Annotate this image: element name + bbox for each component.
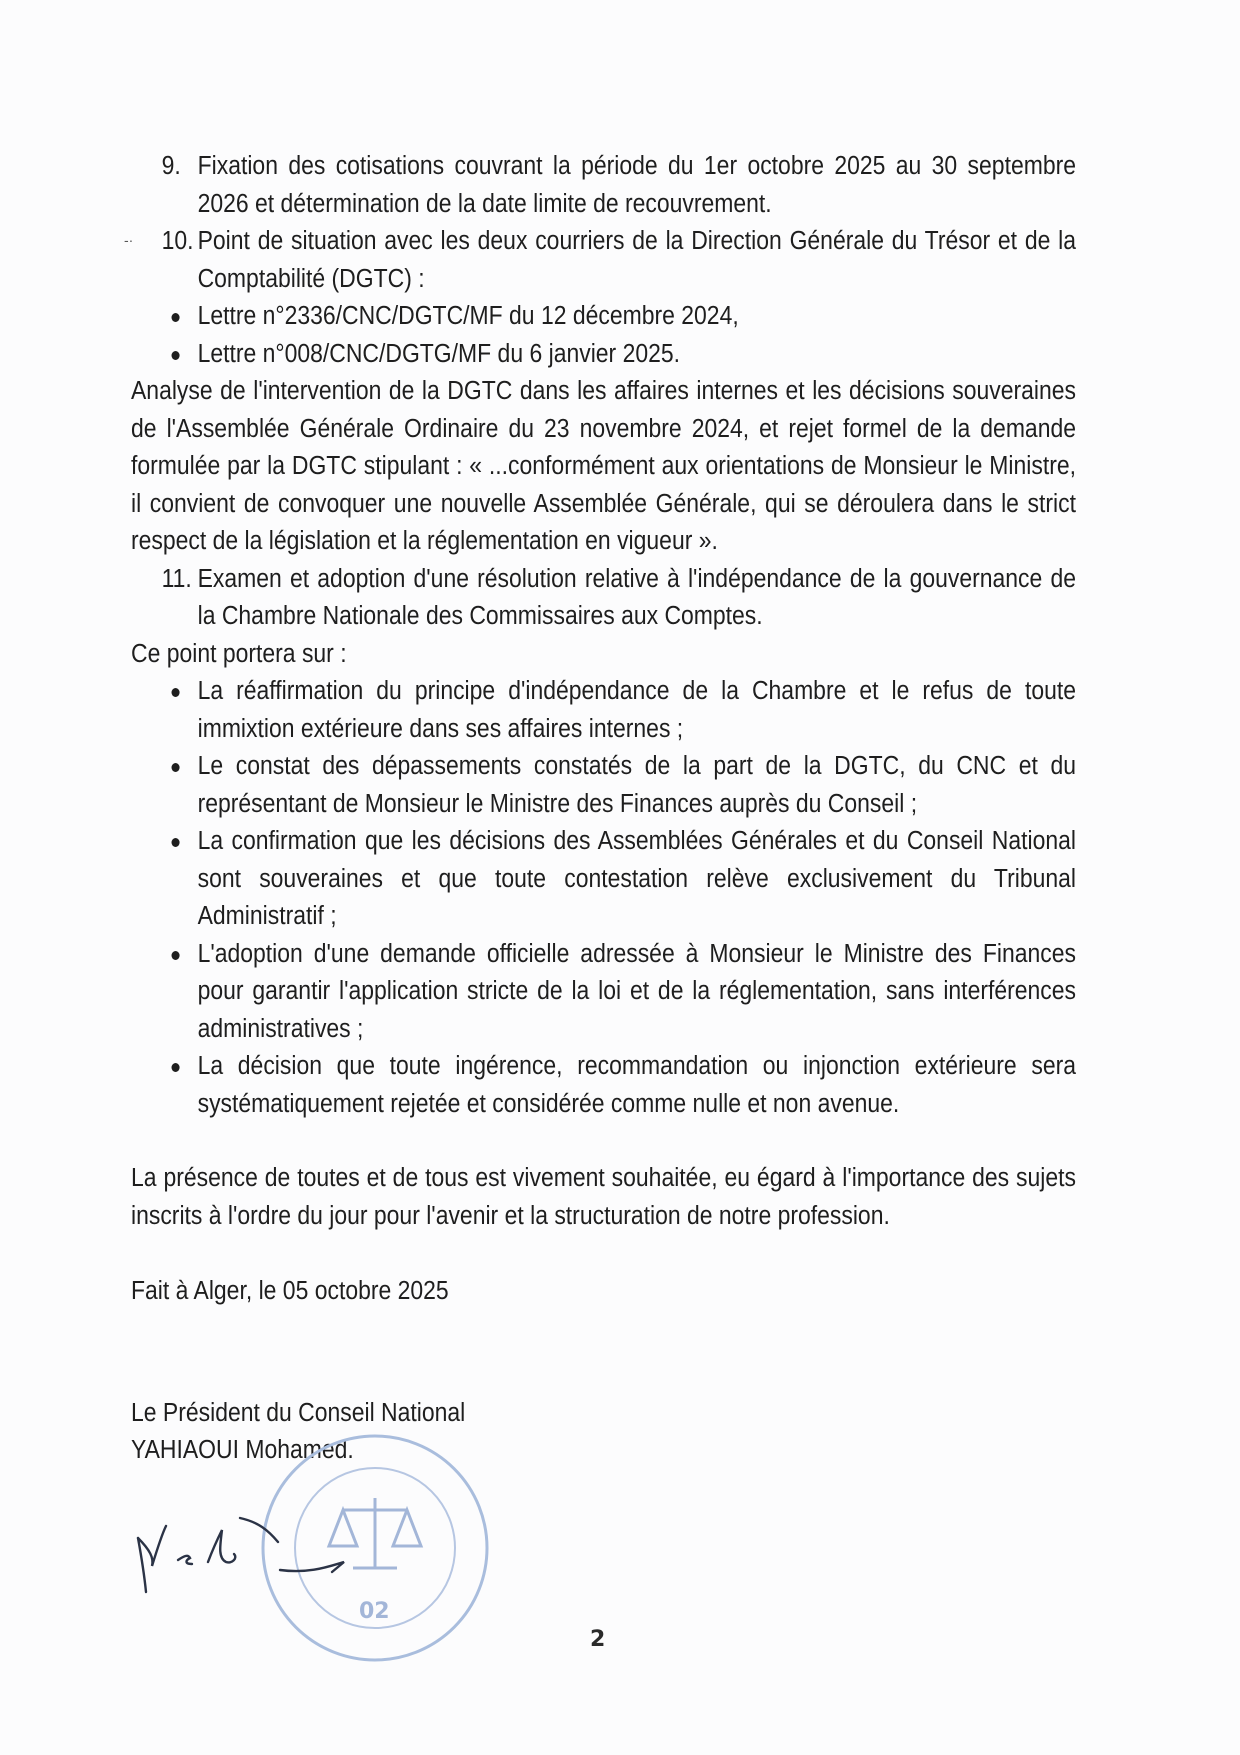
- agenda-item-9: [131, 148, 1076, 223]
- resolution-point-text: Le constat des dépassements constatés de la part de la DGTC, du CNC et du représentant de Monsieur le Ministre des Finances auprès du Conseil ;: [197, 752, 1077, 818]
- closing-paragraph: La présence de toutes et de tous est vivement souhaitée, eu égard à l'importance des sujets inscrits à l'ordre du jour pour l'avenir et la structuration de notre profession.: [131, 1164, 1076, 1230]
- letter-list-item: [131, 298, 1076, 336]
- page-content: [131, 148, 1076, 1311]
- points-intro: Ce point portera sur :: [131, 639, 347, 668]
- bullet-icon: [172, 688, 180, 697]
- bullet-icon: [172, 313, 180, 322]
- bullet-icon: [172, 838, 180, 847]
- bullet-icon: [172, 351, 180, 360]
- bullet-icon: [172, 951, 180, 960]
- agenda-item-text: Examen et adoption d'une résolution relative à l'indépendance de la gouvernance de la Chambre Nationale des Commissaires aux Comptes.: [197, 564, 1077, 630]
- letter-list-item: [131, 336, 1076, 374]
- agenda-item-number: 10.: [161, 227, 194, 255]
- resolution-point: [131, 1048, 1076, 1123]
- letter-reference: Lettre n°008/CNC/DGTG/MF du 6 janvier 2025.: [197, 339, 681, 368]
- handwritten-signature-icon: [130, 1500, 390, 1610]
- signatory-title: Le Président du Conseil National: [131, 1399, 466, 1427]
- signatory-name: YAHIAOUI Mohamed.: [131, 1436, 354, 1464]
- resolution-point: [131, 823, 1076, 936]
- place-date: Fait à Alger, le 05 octobre 2025: [131, 1277, 449, 1305]
- resolution-point-text: L'adoption d'une demande officielle adressée à Monsieur le Ministre des Finances pour garantir l'application stricte de la loi et de la réglementation, sans interférences administratives ;: [197, 939, 1077, 1043]
- agenda-item-10: [131, 223, 1076, 298]
- page-number: 2: [590, 1627, 606, 1652]
- scan-mark: -·: [124, 232, 134, 248]
- resolution-point: [131, 673, 1076, 748]
- agenda-item-number: 9.: [161, 152, 181, 180]
- agenda-item-11: [131, 561, 1076, 636]
- resolution-point-text: La réaffirmation du principe d'indépendance de la Chambre et le refus de toute immixtion extérieure dans ses affaires internes ;: [197, 677, 1077, 743]
- analysis-paragraph: Analyse de l'intervention de la DGTC dans les affaires internes et les décisions souveraines de l'Assemblée Générale Ordinaire du 23 novembre 2024, et rejet formel de la demande formulée par la DGTC stipulant : « ...conformément aux orientations de Monsieur le Ministre, il convient de convoquer une nouvelle Assemblée Générale, qui se déroulera dans le strict respect de la législation et la réglementation en vigueur ».: [131, 377, 1076, 555]
- agenda-item-number: 11.: [161, 564, 192, 593]
- bullet-icon: [172, 1063, 180, 1072]
- agenda-item-text: Point de situation avec les deux courriers de la Direction Générale du Trésor et de la Comptabilité (DGTC) :: [197, 227, 1077, 293]
- agenda-item-text: Fixation des cotisations couvrant la période du 1er octobre 2025 au 30 septembre 2026 et détermination de la date limite de recouvrement.: [197, 152, 1077, 218]
- resolution-point-text: La décision que toute ingérence, recommandation ou injonction extérieure sera systématiquement rejetée et considérée comme nulle et non avenue.: [197, 1052, 1077, 1118]
- resolution-point-text: La confirmation que les décisions des Assemblées Générales et du Conseil National sont souveraines et que toute contestation relève exclusivement du Tribunal Administratif ;: [197, 827, 1077, 930]
- resolution-point: [131, 748, 1076, 823]
- resolution-point: [131, 936, 1076, 1049]
- bullet-icon: [172, 763, 180, 772]
- stamp-number: 02: [359, 1599, 390, 1624]
- letter-reference: Lettre n°2336/CNC/DGTC/MF du 12 décembre 2024,: [197, 302, 739, 330]
